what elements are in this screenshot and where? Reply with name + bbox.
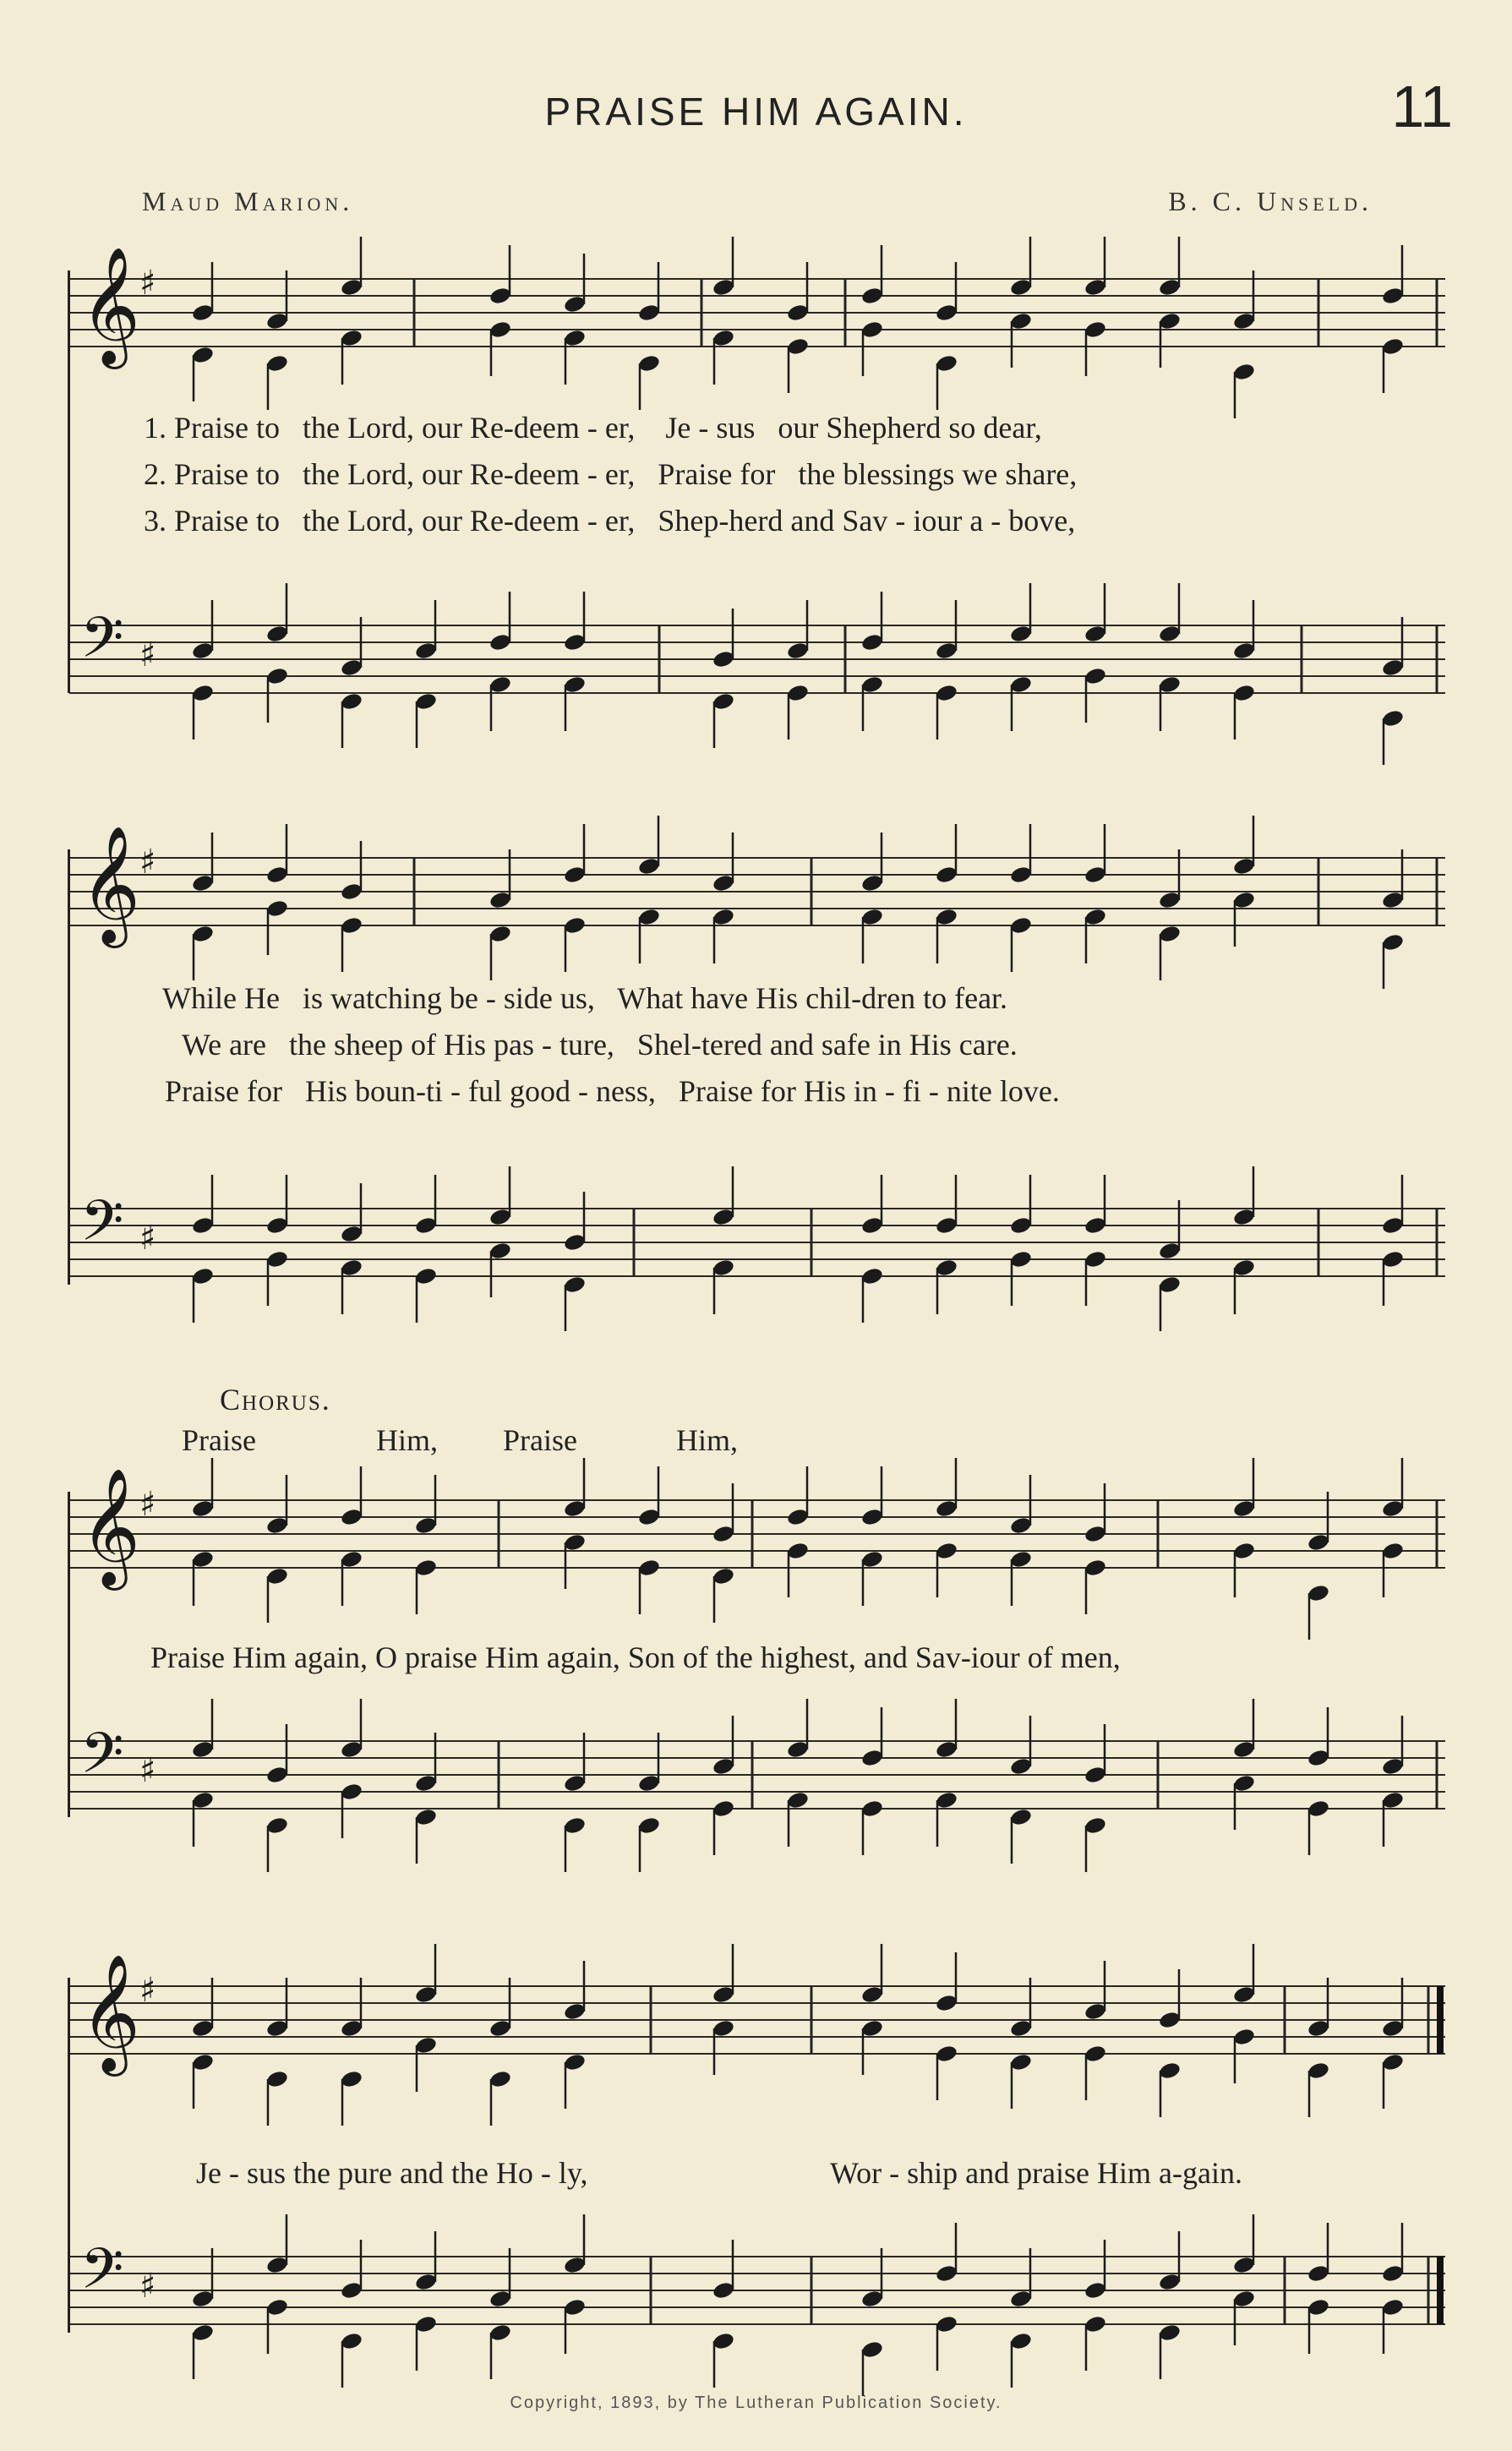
treble-clef-icon: 𝄞 — [80, 247, 140, 364]
sharp-icon: ♯ — [139, 843, 156, 882]
chorus-line-1: Praise Him again, O praise Him again, Son of the highest, and Sav-iour of men, — [150, 1640, 1121, 1674]
sharp-icon: ♯ — [139, 1219, 156, 1258]
verse-1-line-1: 1. Praise to the Lord, our Re-deem - er, Je - sus our Shepherd so dear, — [144, 411, 1042, 445]
lyricist-credit: Maud Marion. — [142, 186, 354, 216]
verse-2-line-1: 2. Praise to the Lord, our Re-deem - er, Praise for the blessings we share, — [144, 457, 1078, 491]
verse-3-line-2: Praise for His boun-ti - ful good - ness, Praise for His in - fi - nite love. — [165, 1074, 1060, 1108]
note-heads — [191, 1458, 1405, 1640]
treble-clef-icon: 𝄞 — [80, 826, 140, 943]
system-1-treble-staff — [0, 247, 1512, 389]
bass-clef-icon: 𝄢 — [80, 1721, 124, 1799]
note-heads — [191, 237, 1405, 418]
note-heads — [191, 1699, 1405, 1872]
system-bracket-3 — [68, 1492, 70, 1817]
chorus-line-2a: Je - sus the pure and the Ho - ly, — [196, 2156, 588, 2190]
note-heads — [191, 583, 1405, 765]
system-1-bass-staff — [0, 600, 1512, 735]
system-2-treble-staff — [0, 826, 1512, 968]
sharp-icon: ♯ — [139, 1971, 156, 2010]
system-4-treble-staff — [0, 1954, 1512, 2096]
system-bracket-1 — [68, 270, 70, 693]
bass-clef-icon: 𝄢 — [80, 605, 124, 684]
bass-clef-icon: 𝄢 — [80, 2236, 124, 2315]
system-4-bass-staff — [0, 2231, 1512, 2366]
system-bracket-4 — [68, 1978, 70, 2333]
copyright-notice: Copyright, 1893, by The Lutheran Publication Society. — [510, 2394, 1002, 2412]
note-heads — [191, 1166, 1405, 1331]
sharp-icon: ♯ — [139, 1751, 156, 1790]
note-heads — [191, 1944, 1405, 2126]
treble-clef-icon: 𝄞 — [80, 1468, 140, 1586]
sharp-icon: ♯ — [139, 2267, 156, 2306]
composer-credit: B. C. Unseld. — [1168, 186, 1373, 216]
staff-lines — [69, 279, 1445, 347]
page-number: 11 — [1391, 74, 1453, 139]
verse-1-line-2: While He is watching be - side us, What have His chil-dren to fear. — [162, 981, 1008, 1015]
chorus-label: Chorus. — [220, 1383, 331, 1417]
sharp-icon: ♯ — [139, 636, 156, 674]
treble-clef-icon: 𝄞 — [80, 1954, 140, 2072]
note-heads — [191, 2214, 1405, 2396]
note-heads — [191, 816, 1405, 989]
system-3-treble-staff — [0, 1468, 1512, 1610]
chorus-line-0-word-2: Him, — [376, 1423, 439, 1457]
verse-3-line-1: 3. Praise to the Lord, our Re-deem - er, Shep-herd and Sav - iour a - bove, — [144, 504, 1076, 538]
chorus-line-0-word-4: Him, — [676, 1423, 739, 1457]
chorus-line-0-word-3: Praise — [503, 1423, 577, 1457]
system-bracket-2 — [68, 849, 70, 1285]
chorus-line-2b: Wor - ship and praise Him a-gain. — [830, 2156, 1242, 2190]
hymn-title: PRAISE HIM AGAIN. — [544, 90, 968, 134]
sharp-icon: ♯ — [139, 1485, 156, 1524]
system-2-bass-staff — [0, 1183, 1512, 1318]
chorus-line-0-word-1: Praise — [182, 1423, 256, 1457]
system-3-bass-staff — [0, 1716, 1512, 1851]
sharp-icon: ♯ — [139, 264, 156, 303]
verse-2-line-2: We are the sheep of His pas - ture, Shel-tered and safe in His care. — [182, 1028, 1018, 1062]
bass-clef-icon: 𝄢 — [80, 1188, 124, 1267]
